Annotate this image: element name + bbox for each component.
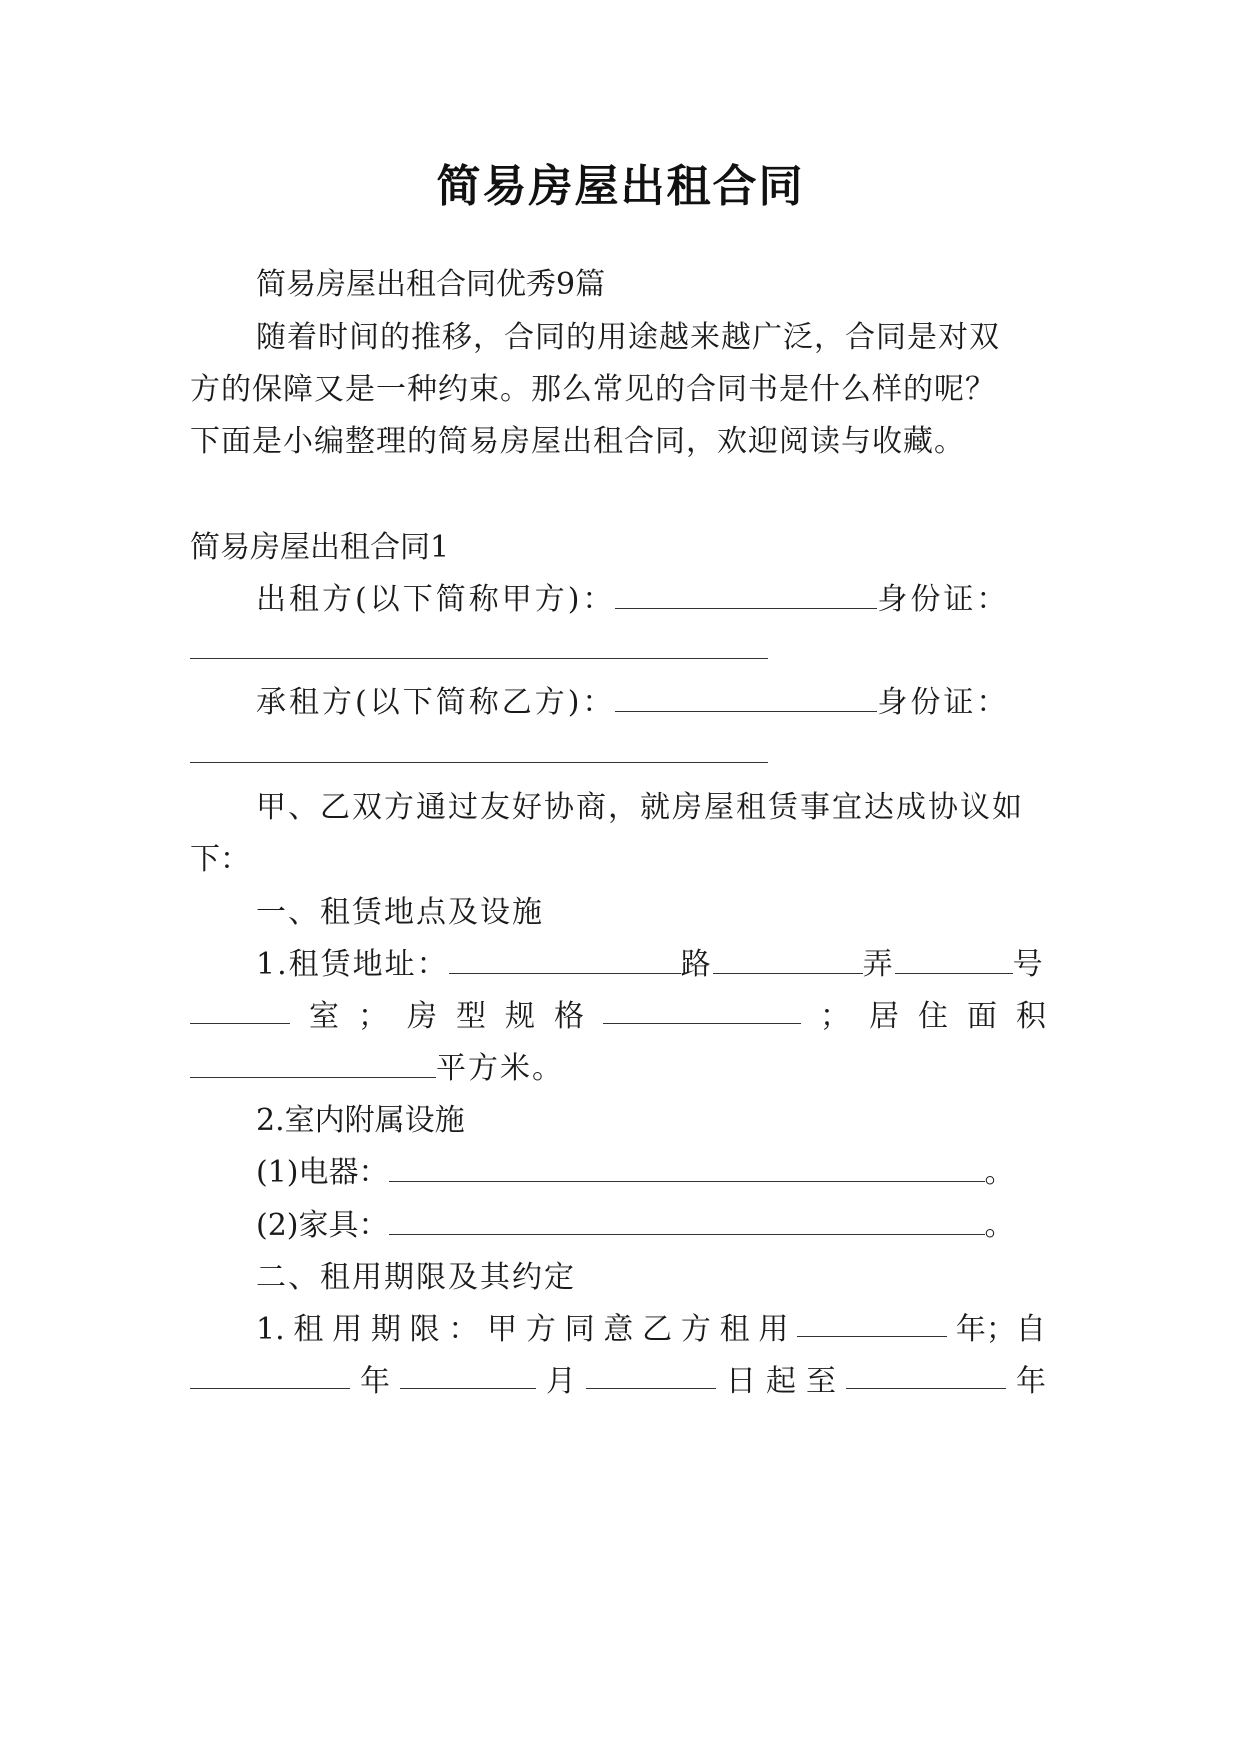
- years-blank: [797, 1310, 947, 1337]
- furniture-label: (2)家具：: [256, 1208, 389, 1243]
- term-char: 限: [409, 1312, 440, 1347]
- term-row: [256, 1310, 1046, 1350]
- agreement-line-1: 甲、乙双方通过友好协商，就房屋租赁事宜达成协议如: [256, 790, 1024, 825]
- day-char: 日: [726, 1364, 756, 1399]
- article-2-heading: 二、租用期限及其约定: [256, 1260, 576, 1295]
- layout-blank: [603, 997, 801, 1024]
- area-char: 住: [918, 999, 948, 1034]
- term-char: 用: [332, 1312, 363, 1347]
- article-1-heading: 一、租赁地点及设施: [256, 895, 544, 930]
- term-char: 1.: [256, 1312, 285, 1347]
- room-char: ；: [358, 999, 388, 1034]
- term-char: 同: [564, 1312, 595, 1347]
- area-blank: [190, 1051, 436, 1078]
- period-mark: 。: [984, 1208, 1015, 1243]
- agreement-line-2: 下：: [190, 842, 250, 877]
- room-row: [190, 997, 1046, 1037]
- intro-line-2: 方的保障又是一种约束。那么常见的合同书是什么样的呢？: [190, 372, 996, 407]
- appliances-blank: [389, 1155, 985, 1182]
- party-b-row: [256, 683, 1009, 723]
- area-char: 居: [869, 999, 899, 1034]
- room-char: 型: [456, 999, 486, 1034]
- term-char: 期: [370, 1312, 401, 1347]
- room-blank: [190, 997, 290, 1024]
- section-heading: 简易房屋出租合同1: [190, 530, 450, 565]
- intro-line-1: 随着时间的推移，合同的用途越来越广泛，合同是对双: [256, 320, 1000, 355]
- term-char: 意: [603, 1312, 634, 1347]
- term-char: 方: [680, 1312, 711, 1347]
- appliances-label: (1)电器：: [256, 1155, 389, 1190]
- intro-line-3: 下面是小编整理的简易房屋出租合同，欢迎阅读与收藏。: [190, 424, 965, 459]
- year-suffix: 年；自: [955, 1312, 1046, 1347]
- appliances-row: [256, 1153, 1015, 1193]
- area-char: 面: [967, 999, 997, 1034]
- term-char: 租: [293, 1312, 324, 1347]
- party-b-name-blank: [615, 685, 877, 712]
- term-char: 方: [525, 1312, 556, 1347]
- day-char: 起: [766, 1364, 796, 1399]
- lane-blank: [713, 947, 863, 974]
- semicolon: ；: [820, 999, 850, 1034]
- period-mark: 。: [984, 1155, 1015, 1190]
- party-a-id-blank: [190, 658, 768, 659]
- start-day-blank: [586, 1362, 716, 1389]
- start-year-blank: [190, 1362, 350, 1389]
- term-char: 乙: [642, 1312, 673, 1347]
- date-row: [190, 1362, 1046, 1402]
- road-blank: [449, 947, 681, 974]
- address-row: [256, 945, 1045, 985]
- address-label: 1.租赁地址：: [256, 947, 449, 982]
- furniture-blank: [389, 1208, 985, 1235]
- party-b-id-label: 身份证：: [877, 685, 1010, 720]
- party-b-id-blank: [190, 762, 768, 763]
- subtitle: 简易房屋出租合同优秀9篇: [256, 267, 606, 302]
- term-char: 甲: [487, 1312, 518, 1347]
- day-char: 至: [806, 1364, 836, 1399]
- term-char: ：: [448, 1312, 479, 1347]
- document-title: 简易房屋出租合同: [436, 161, 805, 212]
- number-blank: [895, 947, 1013, 974]
- area-char: 积: [1016, 999, 1046, 1034]
- facilities-heading: 2.室内附属设施: [256, 1103, 465, 1138]
- room-char: 房: [407, 999, 437, 1034]
- furniture-row: [256, 1206, 1015, 1246]
- party-a-name-blank: [615, 582, 877, 609]
- term-char: 租: [719, 1312, 750, 1347]
- start-month-blank: [400, 1362, 536, 1389]
- year-label: 年: [360, 1364, 390, 1399]
- room-char: 格: [554, 999, 584, 1034]
- party-b-label: 承租方(以下简称乙方)：: [256, 685, 616, 720]
- month-label: 月: [546, 1364, 576, 1399]
- number-label: 号: [1012, 947, 1045, 982]
- party-a-id-label: 身份证：: [877, 582, 1010, 617]
- sqm-label: 平方米。: [436, 1051, 564, 1086]
- room-char: 规: [505, 999, 535, 1034]
- road-label: 路: [680, 947, 713, 982]
- area-row: [190, 1049, 564, 1089]
- party-a-row: [256, 580, 1009, 620]
- room-char: 室: [309, 999, 339, 1034]
- lane-label: 弄: [862, 947, 895, 982]
- end-year-blank: [846, 1362, 1006, 1389]
- year-end-label: 年: [1016, 1364, 1046, 1399]
- term-char: 用: [758, 1312, 789, 1347]
- party-a-label: 出租方(以下简称甲方)：: [256, 582, 616, 617]
